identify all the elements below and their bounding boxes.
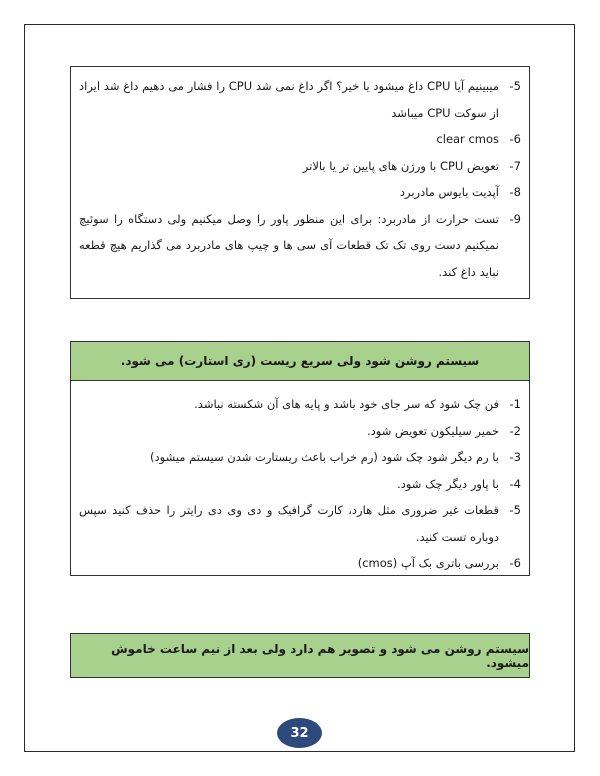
cpu-check-list [71,67,529,285]
item-text: بررسی باتری بک آپ (cmos) [357,556,499,570]
item-number: -5 [509,79,521,93]
list-item [79,444,523,471]
item-number: -6 [509,556,521,570]
list-item [79,126,523,153]
section-box-shutdown-issue [70,633,530,678]
item-number: -5 [509,503,521,517]
item-text: با رم دیگر شود چک شود (رم خراب باعث ریستارت شدن سیستم میشود) [150,450,499,464]
section-heading: سیستم روشن می شود و تصویر هم دارد ولی بعد از نیم ساعت خاموش میشود. [71,634,529,677]
item-text: با پاور دیگر چک شود. [397,476,499,491]
list-item [79,391,523,418]
section-heading: سیستم روشن شود ولی سریع ریست (ری استارت) می شود. [71,342,529,381]
item-number: -6 [509,132,521,146]
item-text: فن چک شود که سر جای خود باشد و پایه های آن شکسته نباشد. [194,397,499,411]
list-item [79,206,523,286]
item-text: تعویض CPU با ورژن های پایین تر یا بالاتر [302,158,499,173]
item-number: -8 [509,185,521,199]
item-text: آپدیت بایوس مادربرد [399,185,499,199]
list-item [79,153,523,180]
list-item [79,497,523,550]
list-item [79,471,523,498]
item-number: -9 [509,211,521,226]
list-item [79,418,523,445]
list-item [79,550,523,577]
page-number-badge: 32 [277,718,322,748]
item-text: میبینیم آیا CPU داغ میشود یا خیر؟ اگر داغ نمی شد CPU را فشار می دهیم داغ شد ایراد از سوکت CPU میباشد [79,79,499,120]
list-item [79,179,523,206]
section-box-restart-issue [70,341,530,576]
item-number: -3 [509,450,521,464]
restart-check-list [71,381,529,577]
item-text: خمیر سیلیکون تعویض شود. [367,423,499,438]
item-number: -7 [509,158,521,173]
list-item [79,73,523,126]
item-number: -4 [509,476,521,491]
item-text: قطعات غیر ضروری مثل هارد، کارت گرافیک و دی وی دی رایتر را حذف کنید سپس دوباره تست کنید. [79,503,499,544]
item-text: clear cmos [436,132,499,146]
item-text: تست حرارت از مادربرد: برای این منظور پاور را وصل میکنیم ولی دستگاه را سوئیچ نمیکنیم دست روی تک تک قطعات آی سی ها و چیپ های مادربرد می گذاریم هیچ قطعه نباید داغ کند. [79,211,499,279]
item-number: -2 [509,423,521,438]
section-box-cpu-checks [70,66,530,299]
item-number: -1 [509,397,521,411]
